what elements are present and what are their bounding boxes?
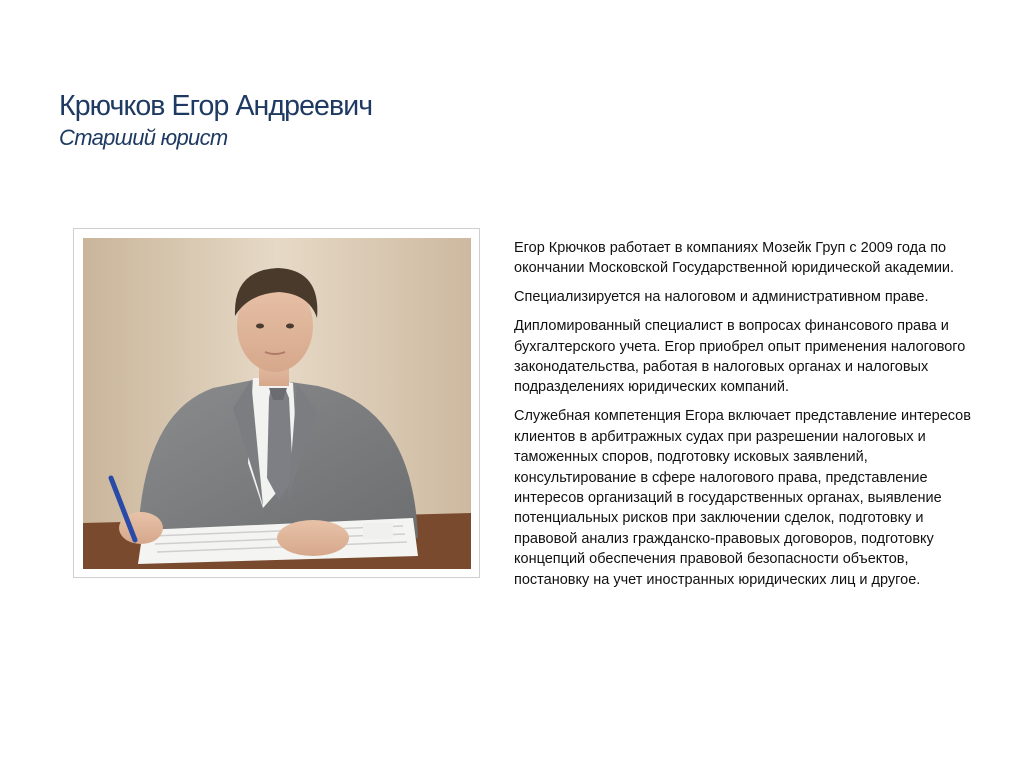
bio-paragraph-experience: Дипломированный специалист в вопросах финансового права и бухгалтерского учета. Егор приобрел опыт применения налогового законодательства, работая в налоговых органах и налоговых подразделениях юридических компаний. <box>514 318 966 396</box>
bio-paragraph-competence: Служебная компетенция Егора включает представление интересов клиентов в арбитражных судах при разрешении налоговых и таможенных споров, подготовку исковых заявлений, консультирование в сфере налогового права, представление интересов организаций в государственных органах, выявление потенциальных рисков при заключении сделок, подготовку и правовой анализ гражданско-правовых договоров, подготовку концепций обеспечения правовой безопасности объектов, постановку на учет иностранных юридических лиц и другое. <box>514 408 971 588</box>
bio-paragraph-specialization: Специализируется на налоговом и административном праве. <box>514 289 929 306</box>
page-header <box>59 88 659 152</box>
person-role: Старший юрист <box>59 125 228 150</box>
bio-text <box>514 238 984 599</box>
bio-paragraph-education: Егор Крючков работает в компаниях Мозейк Груп с 2009 года по окончании Московской Государственной юридической академии. <box>514 240 955 277</box>
person-name: Крючков Егор Андреевич <box>59 90 373 122</box>
photo-frame <box>73 228 480 578</box>
portrait-photo <box>83 238 471 569</box>
